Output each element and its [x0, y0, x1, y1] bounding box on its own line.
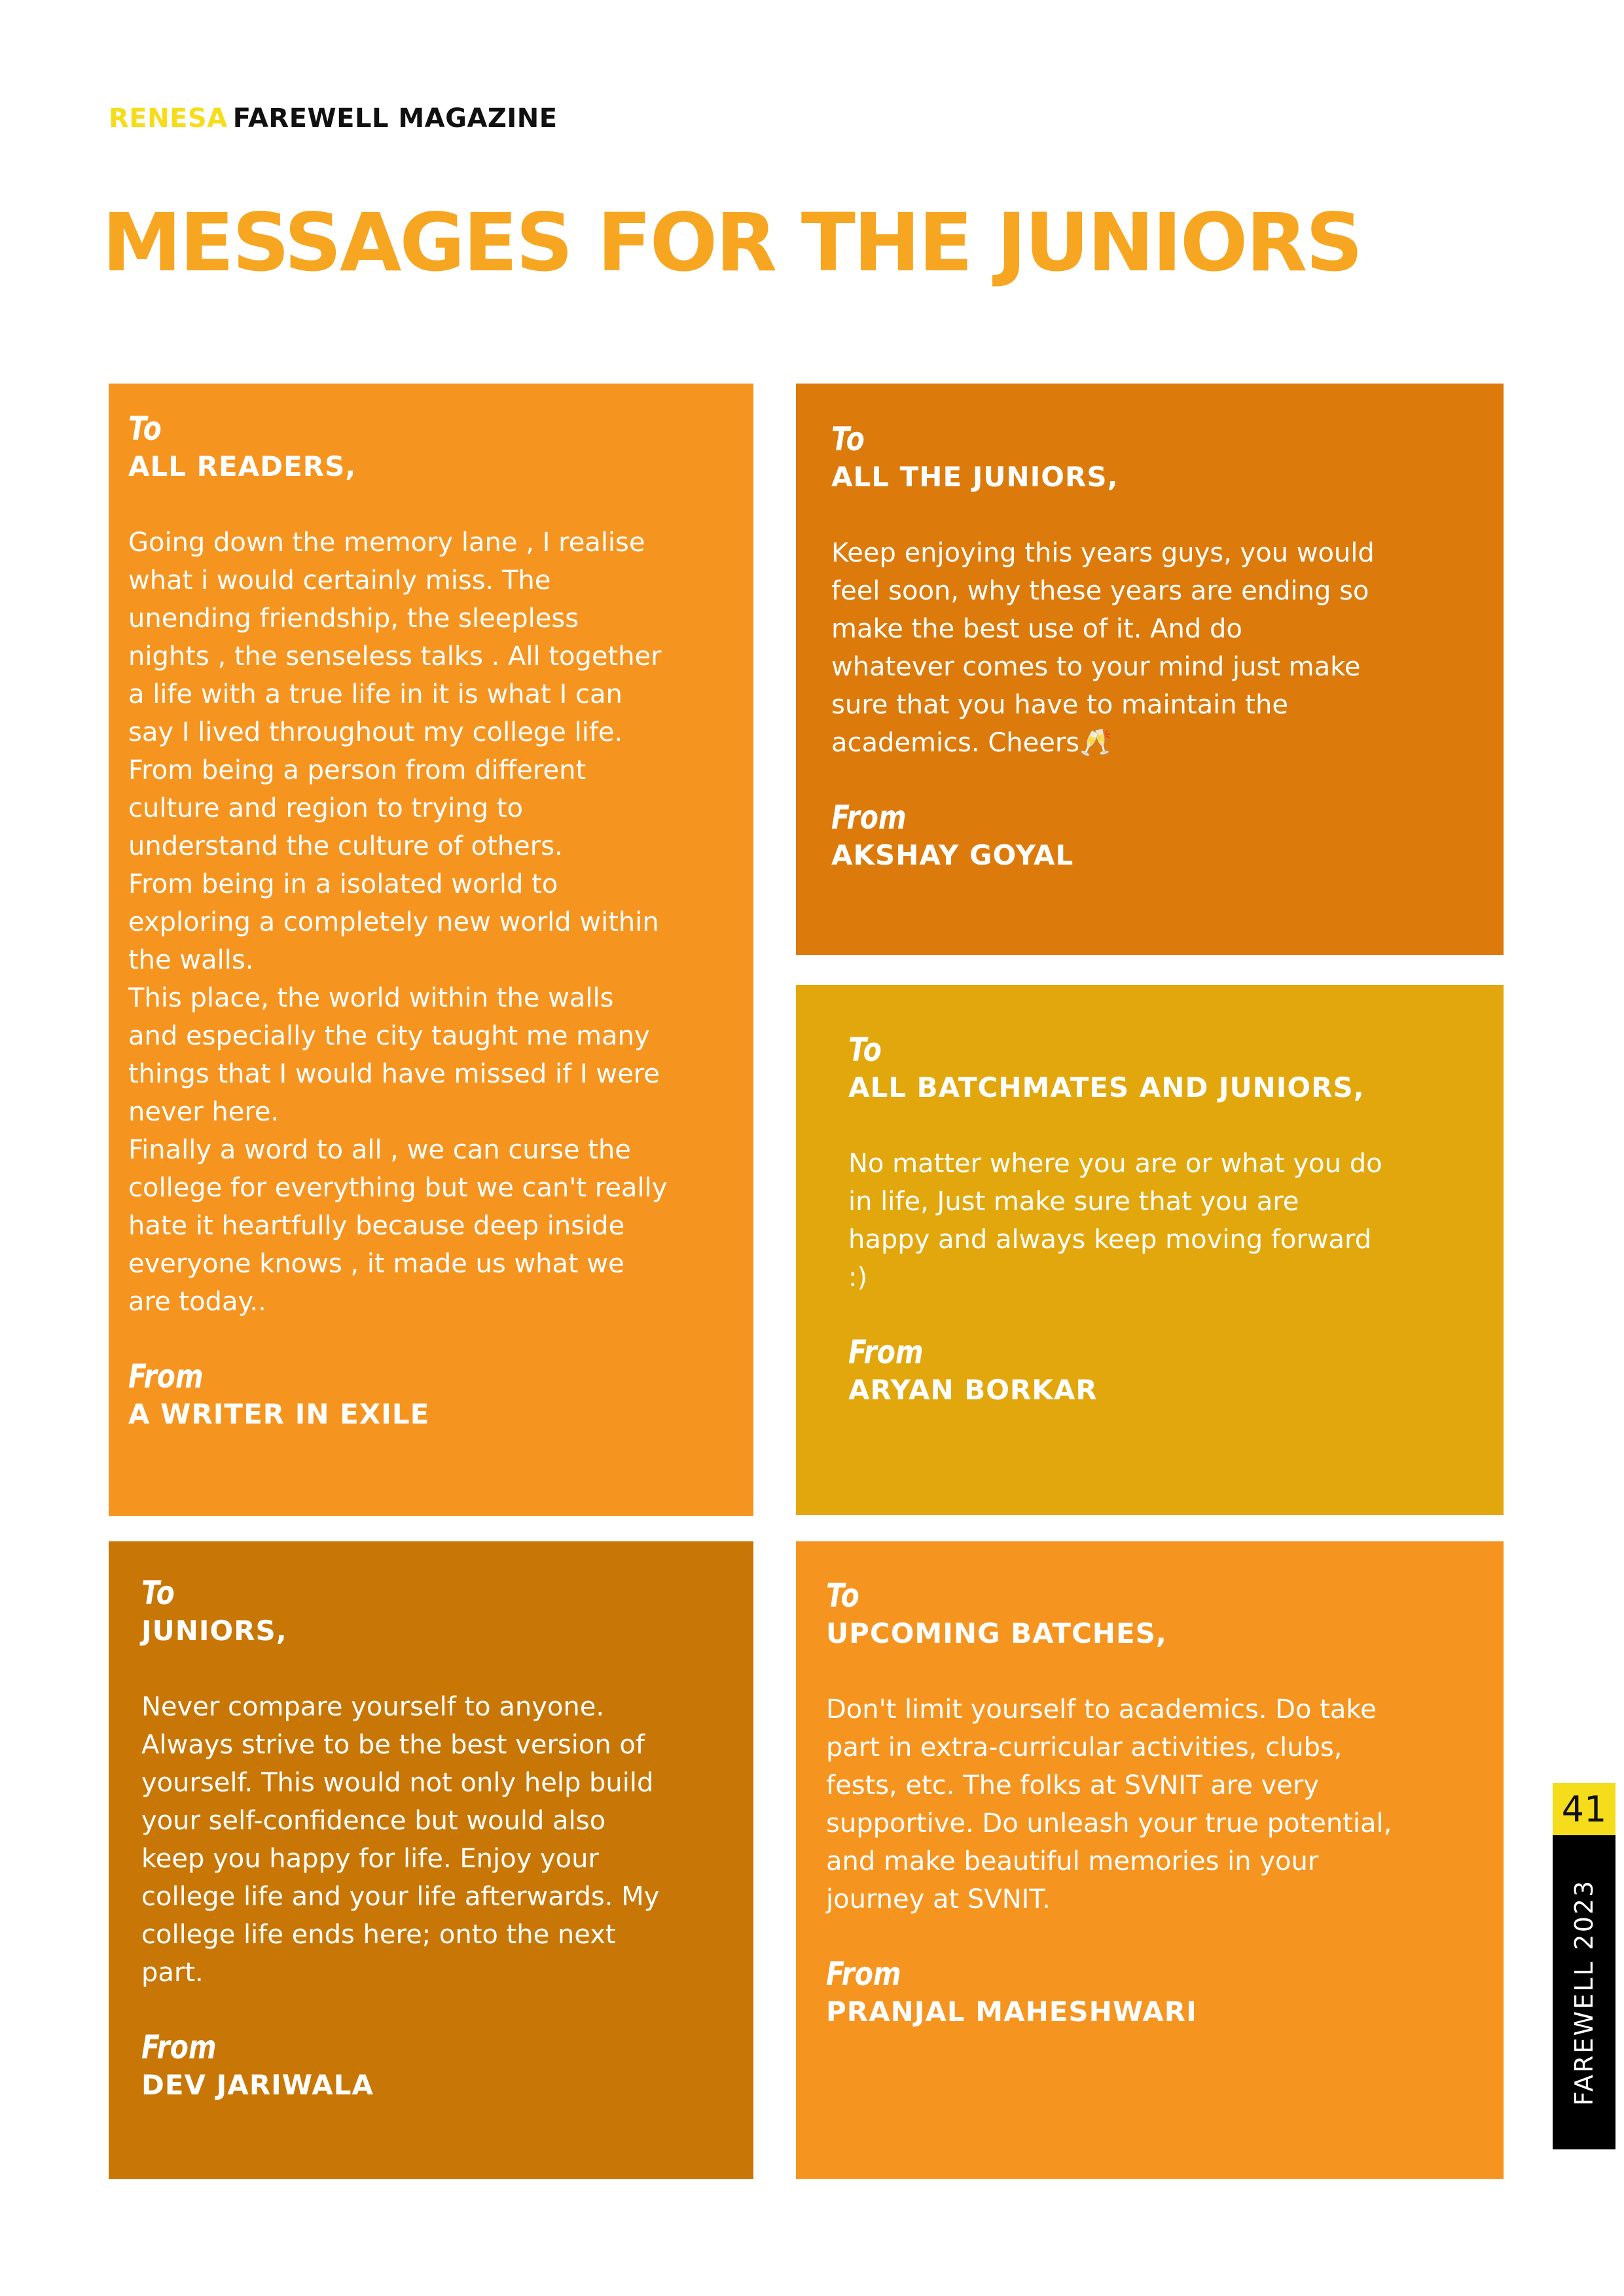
to-label: To — [848, 1031, 882, 1069]
from-label: From — [831, 798, 907, 836]
sender-name: ARYAN BORKAR — [848, 1374, 1098, 1406]
to-label: To — [826, 1577, 859, 1615]
message-text: Going down the memory lane , I realise what i would certainly miss. The unending friendship, the sleepless nights , the senseless talks . All together a life with a true life in it is what I can say I lived throughout my college life. From being a person from different culture and region to trying to understand the culture of others. From being in a isolated world to exploring a completely new world within the walls. This place, the world within the walls and especially the city taught me many things that I would have missed if I were never here. Finally a word to all , we can curse the college for everything but we can't really hate it heartfully because deep inside everyone knows , it made us what we are today.. — [128, 528, 668, 1317]
to-label: To — [141, 1574, 175, 1612]
sender-name: A WRITER IN EXILE — [128, 1398, 430, 1430]
message-card-all-the-juniors — [796, 384, 1504, 955]
from-label: From — [848, 1333, 924, 1371]
message-card-upcoming-batches — [796, 1541, 1504, 2179]
from-label: From — [128, 1357, 204, 1395]
brand-name: RENESA — [109, 103, 228, 134]
message-text: Don't limit yourself to academics. Do take part in extra-curricular activities, clubs, fests, etc. The folks at SVNIT are very supportive. Do unleash your true potential, and make beautiful memories in your journey at SVNIT. — [826, 1695, 1392, 1914]
page-number — [1553, 1783, 1615, 1835]
recipient-name: UPCOMING BATCHES, — [826, 1617, 1167, 1649]
message-card-batchmates-and-juniors — [796, 985, 1504, 1515]
recipient-name: ALL READERS, — [128, 450, 357, 482]
page-number-text: 41 — [1561, 1788, 1607, 1830]
message-card-all-readers — [109, 384, 753, 1516]
sender-name: PRANJAL MAHESHWARI — [826, 1996, 1197, 2028]
recipient-name: ALL THE JUNIORS, — [831, 461, 1119, 493]
sender-name: AKSHAY GOYAL — [831, 839, 1074, 871]
to-label: To — [831, 420, 865, 458]
message-text: No matter where you are or what you do in life, Just make sure that you are happy and always keep moving forward :) — [848, 1149, 1382, 1293]
message-card-juniors — [109, 1541, 753, 2179]
edition-label: FAREWELL 2023 — [1570, 1878, 1598, 2106]
sender-name: DEV JARIWALA — [141, 2069, 374, 2101]
page-title: MESSAGES FOR THE JUNIORS — [102, 196, 1362, 289]
recipient-name: ALL BATCHMATES AND JUNIORS, — [848, 1071, 1365, 1103]
magazine-header — [109, 103, 558, 134]
from-label: From — [826, 1955, 901, 1993]
message-text: Never compare yourself to anyone. Always strive to be the best version of yourself. This would not only help build your self-confidence but would also keep you happy for life. Enjoy your college life and your life afterwards. My college life ends here; onto the next part. — [141, 1692, 660, 1988]
edition-strip — [1553, 1835, 1615, 2149]
message-text: Keep enjoying this years guys, you would feel soon, why these years are ending so make the best use of it. And do whatever comes to your mind just make sure that you have to maintain the academics. Cheers🥂 — [831, 538, 1375, 758]
from-label: From — [141, 2028, 217, 2066]
recipient-name: JUNIORS, — [141, 1615, 287, 1647]
magazine-title: FAREWELL MAGAZINE — [232, 103, 558, 134]
to-label: To — [128, 410, 162, 448]
